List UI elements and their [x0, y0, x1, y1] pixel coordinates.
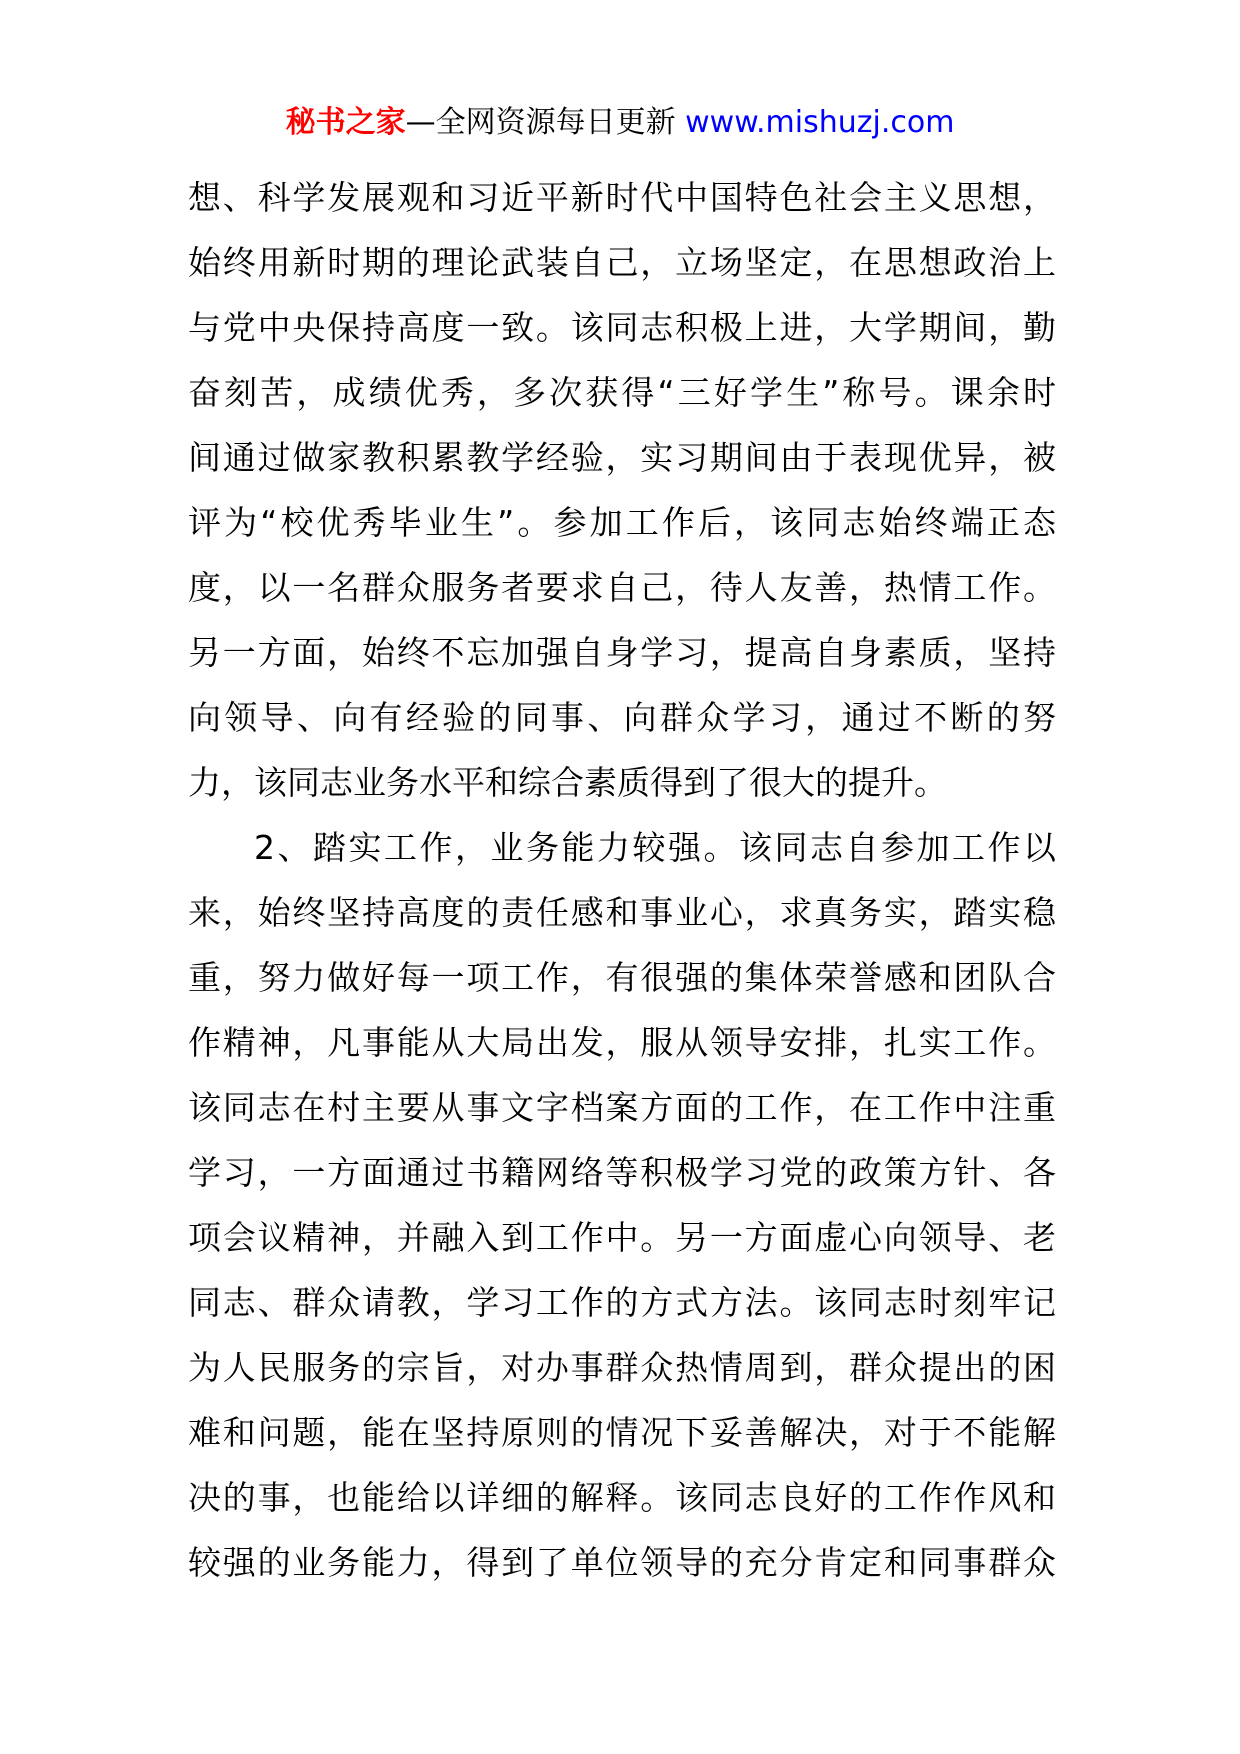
body-line: 重，努力做好每一项工作，有很强的集体荣誉感和团队合 [188, 958, 1056, 997]
header-url-link[interactable]: www.mishuzj.com [685, 105, 955, 140]
body-line: 较强的业务能力，得到了单位领导的充分肯定和同事群众 [188, 1543, 1056, 1582]
body-line: 与党中央保持高度一致。该同志积极上进，大学期间，勤 [188, 308, 1056, 347]
body-line: 决的事，也能给以详细的解释。该同志良好的工作作风和 [188, 1478, 1056, 1517]
body-line: 奋刻苦，成绩优秀，多次获得“三好学生”称号。课余时 [188, 373, 1056, 412]
body-line: 评为“校优秀毕业生”。参加工作后，该同志始终端正态 [188, 503, 1056, 542]
body-line: 另一方面，始终不忘加强自身学习，提高自身素质，坚持 [188, 633, 1056, 672]
body-line: 难和问题，能在坚持原则的情况下妥善解决，对于不能解 [188, 1413, 1056, 1452]
body-line: 为人民服务的宗旨，对办事群众热情周到，群众提出的困 [188, 1348, 1056, 1387]
header-brand: 秘书之家 [285, 105, 406, 140]
paragraph-start-line: 2、踏实工作，业务能力较强。该同志自参加工作以 [254, 828, 1056, 867]
body-line: 度，以一名群众服务者要求自己，待人友善，热情工作。 [188, 568, 1056, 607]
body-line: 作精神，凡事能从大局出发，服从领导安排，扎实工作。 [188, 1023, 1056, 1062]
body-line: 始终用新时期的理论武装自己，立场坚定，在思想政治上 [188, 243, 1056, 282]
page-header [0, 103, 1240, 143]
paragraph-end-line: 力，该同志业务水平和综合素质得到了很大的提升。 [188, 763, 947, 802]
body-line: 间通过做家教积累教学经验，实习期间由于表现优异，被 [188, 438, 1056, 477]
document-body [188, 165, 1056, 1595]
body-line: 项会议精神，并融入到工作中。另一方面虚心向领导、老 [188, 1218, 1056, 1257]
body-line: 该同志在村主要从事文字档案方面的工作，在工作中注重 [188, 1088, 1056, 1127]
body-line: 同志、群众请教，学习工作的方式方法。该同志时刻牢记 [188, 1283, 1056, 1322]
body-line: 来，始终坚持高度的责任感和事业心，求真务实，踏实稳 [188, 893, 1056, 932]
header-tagline: —全网资源每日更新 [405, 105, 686, 140]
body-line: 想、科学发展观和习近平新时代中国特色社会主义思想， [188, 178, 1056, 217]
body-line: 向领导、向有经验的同事、向群众学习，通过不断的努 [188, 698, 1056, 737]
body-line: 学习，一方面通过书籍网络等积极学习党的政策方针、各 [188, 1153, 1056, 1192]
